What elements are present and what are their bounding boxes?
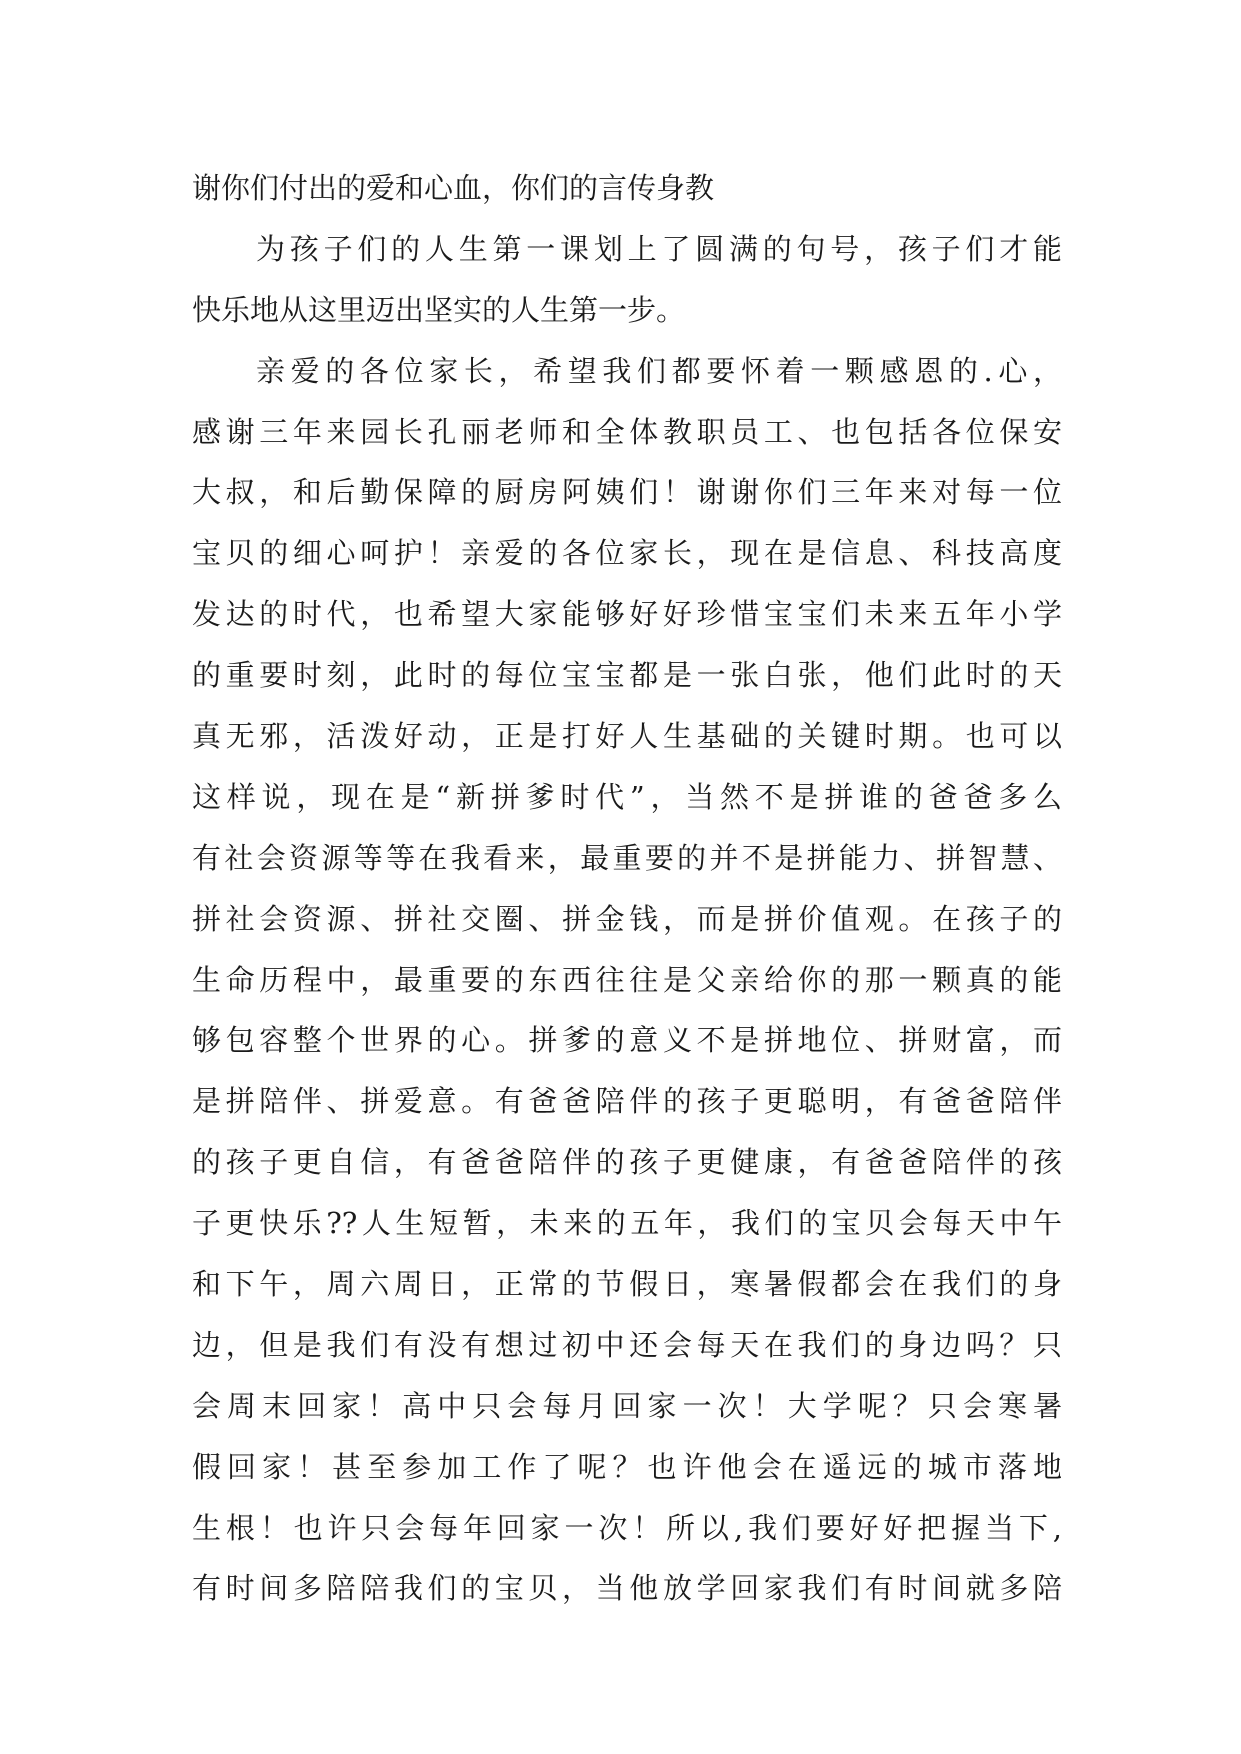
text-line: 够包容整个世界的心。拼爹的意义不是拼地位、拼财富，而: [192, 1023, 1062, 1058]
text-line: 亲爱的各位家长，希望我们都要怀着一颗感恩的.心，: [256, 353, 1062, 388]
text-line: 谢你们付出的爱和心血，你们的言传身教: [192, 171, 715, 205]
text-line: 拼社会资源、拼社交圈、拼金钱，而是拼价值观。在孩子的: [192, 901, 1062, 936]
text-line: 为孩子们的人生第一课划上了圆满的句号，孩子们才能: [256, 231, 1062, 266]
text-line: 有社会资源等等在我看来，最重要的并不是拼能力、拼智慧、: [192, 840, 1062, 875]
text-line: 真无邪，活泼好动，正是打好人生基础的关键时期。也可以: [192, 719, 1062, 754]
body-text: [192, 158, 1062, 1619]
text-line: 宝贝的细心呵护！亲爱的各位家长，现在是信息、科技高度: [192, 536, 1062, 571]
text-line: 的孩子更自信，有爸爸陪伴的孩子更健康，有爸爸陪伴的孩: [192, 1145, 1062, 1180]
text-line: 这样说，现在是“新拼爹时代”，当然不是拼谁的爸爸多么: [192, 779, 1062, 814]
text-line: 子更快乐??人生短暂，未来的五年，我们的宝贝会每天中午: [192, 1206, 1062, 1241]
text-line: 有时间多陪陪我们的宝贝，当他放学回家我们有时间就多陪: [192, 1571, 1062, 1606]
text-line: 大叔，和后勤保障的厨房阿姨们！谢谢你们三年来对每一位: [192, 475, 1062, 510]
text-line: 的重要时刻，此时的每位宝宝都是一张白张，他们此时的天: [192, 658, 1062, 693]
text-line: 和下午，周六周日，正常的节假日，寒暑假都会在我们的身: [192, 1267, 1062, 1302]
text-line: 生命历程中，最重要的东西往往是父亲给你的那一颗真的能: [192, 962, 1062, 997]
text-line: 感谢三年来园长孔丽老师和全体教职员工、也包括各位保安: [192, 414, 1062, 449]
text-line: 是拼陪伴、拼爱意。有爸爸陪伴的孩子更聪明，有爸爸陪伴: [192, 1084, 1062, 1119]
text-line: 快乐地从这里迈出坚实的人生第一步。: [192, 292, 686, 327]
text-line: 生根！也许只会每年回家一次！所以,我们要好好把握当下,: [192, 1510, 1062, 1545]
text-line: 边，但是我们有没有想过初中还会每天在我们的身边吗？只: [192, 1327, 1062, 1362]
text-line: 发达的时代，也希望大家能够好好珍惜宝宝们未来五年小学: [192, 597, 1062, 632]
text-line: 会周末回家！高中只会每月回家一次！大学呢？只会寒暑: [192, 1388, 1062, 1423]
text-line: 假回家！甚至参加工作了呢？也许他会在遥远的城市落地: [192, 1449, 1062, 1484]
